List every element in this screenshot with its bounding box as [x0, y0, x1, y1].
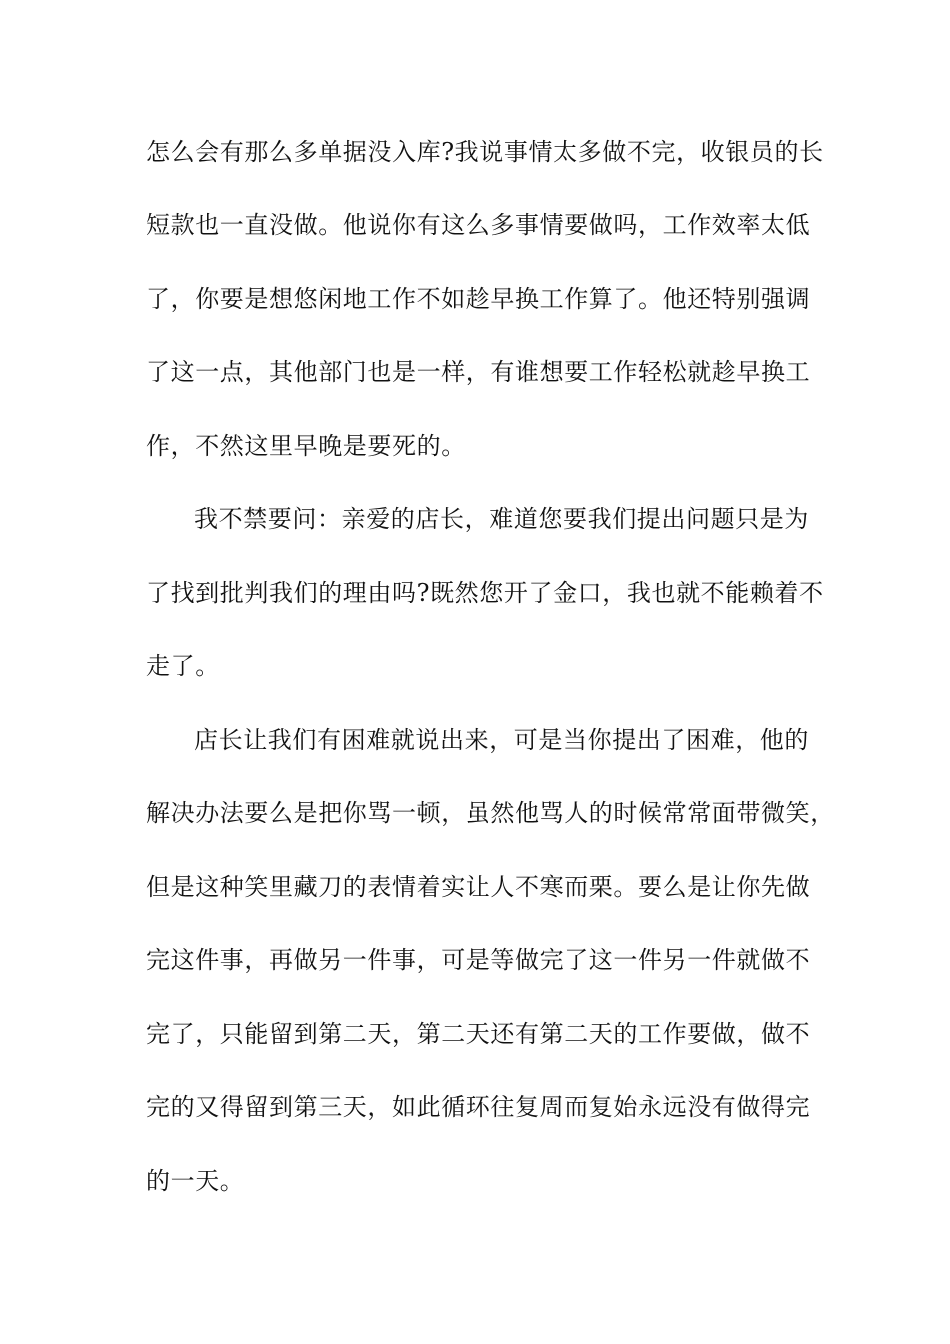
text-line: 我不禁要问：亲爱的店长，难道您要我们提出问题只是为 [194, 505, 809, 533]
text-line: 作，不然这里早晚是要死的。 [146, 432, 466, 460]
text-line: 完的又得留到第三天，如此循环往复周而复始永远没有做得完 [146, 1093, 811, 1121]
text-line: 的一天。 [146, 1167, 245, 1195]
text-line: 走了。 [146, 652, 220, 680]
text-line: 店长让我们有困难就说出来，可是当你提出了困难，他的 [194, 726, 809, 754]
text-line: 完这件事，再做另一件事，可是等做完了这一件另一件就做不 [146, 946, 811, 974]
text-line: 了这一点，其他部门也是一样，有谁想要工作轻松就趁早换工 [146, 358, 811, 386]
text-line: 但是这种笑里藏刀的表情着实让人不寒而栗。要么是让你先做 [146, 873, 811, 901]
text-line: 解决办法要么是把你骂一顿，虽然他骂人的时候常常面带微笑， [146, 799, 835, 827]
text-line: 完了，只能留到第二天，第二天还有第二天的工作要做，做不 [146, 1020, 811, 1048]
text-line: 怎么会有那么多单据没入库?我说事情太多做不完，收银员的长 [146, 138, 824, 166]
text-line: 了，你要是想悠闲地工作不如趁早换工作算了。他还特别强调 [146, 285, 811, 313]
text-line: 了找到批判我们的理由吗?既然您开了金口，我也就不能赖着不 [146, 579, 824, 607]
text-line: 短款也一直没做。他说你有这么多事情要做吗，工作效率太低 [146, 211, 811, 239]
